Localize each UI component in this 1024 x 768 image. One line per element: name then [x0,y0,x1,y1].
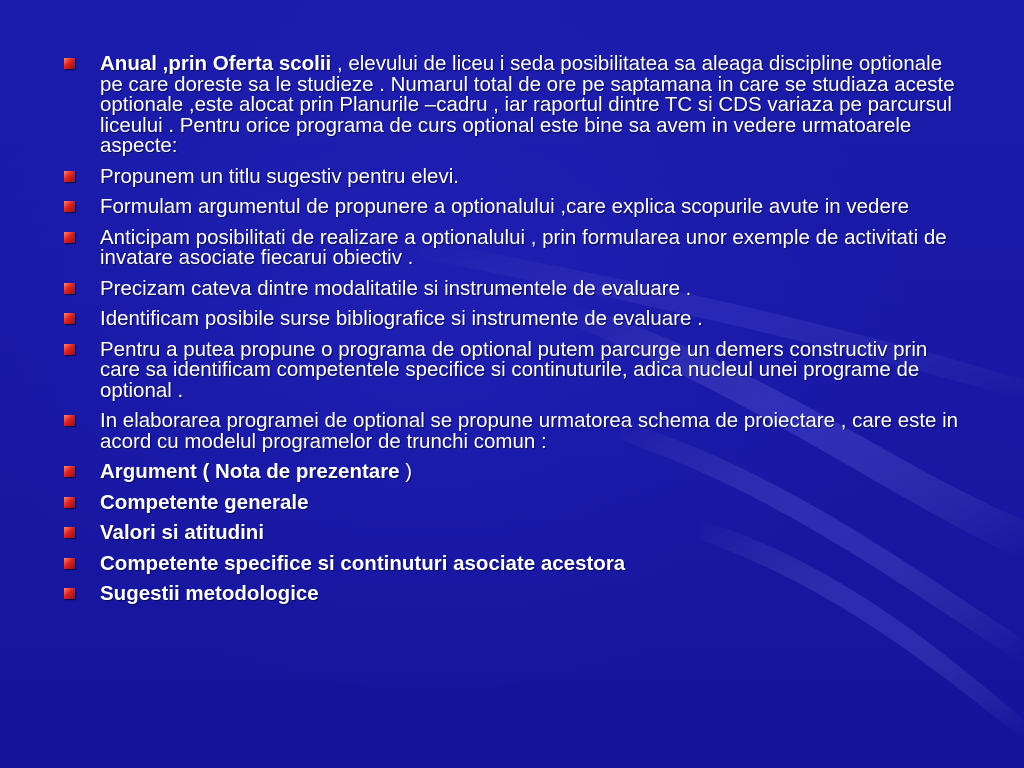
red-square-bullet-icon [64,171,75,182]
bullet-text: Identificam posibile surse bibliografice si instrumente de evaluare . [100,307,703,330]
bullet-bold-text: Argument ( Nota de prezentare [100,460,406,483]
bullet-text: Formulam argumentul de propunere a optionalului ,care explica scopurile avute in vedere [100,195,910,218]
bullet-text: Propunem un titlu sugestiv pentru elevi. [100,164,459,188]
bullet-item-2 [62,164,962,188]
bullet-item-7 [62,337,962,402]
bullet-text: , elevului de liceu i seda posibilitatea sa aleaga discipline optionale pe care doreste sa le studieze . Numarul total de ore pe saptamana in care se studiaza aceste optionale ,este alocat prin Planurile –cadru , iar raportul dintre TC si CDS variaza pe parcursul liceului . Pentru orice programa de curs optional este bine sa avem in vedere urmatoarele aspecte: [100,52,955,157]
slide-content [62,54,962,615]
bullet-item-9 [62,462,962,483]
red-square-bullet-icon [64,415,75,426]
bullet-item-13 [62,584,962,605]
bullet-item-8 [62,411,962,452]
bullet-bold-text: Competente specifice si continuturi asociate acestora [100,551,626,575]
red-square-bullet-icon [64,58,75,69]
bullet-text: In elaborarea programei de optional se propune urmatorea schema de proiectare , care este in acord cu modelul programelor de trunchi comun : [100,409,959,453]
bullet-item-1 [62,54,962,157]
red-square-bullet-icon [64,232,75,243]
bullet-item-4 [62,225,962,269]
bullet-item-11 [62,523,962,544]
red-square-bullet-icon [64,527,75,538]
red-square-bullet-icon [64,313,75,324]
bullet-bold-text: Valori si atitudini [100,521,265,544]
red-square-bullet-icon [64,558,75,569]
red-square-bullet-icon [64,497,75,508]
red-square-bullet-icon [64,283,75,294]
red-square-bullet-icon [64,466,75,477]
bullet-text: Anticipam posibilitati de realizare a optionalului , prin formularea unor exemple de activitati de invatare asociate fiecarui obiectiv . [100,225,947,269]
bullet-bold-text: Anual ,prin Oferta scolii [100,52,332,75]
bullet-item-12 [62,551,962,575]
red-square-bullet-icon [64,588,75,599]
bullet-bold-text: Sugestii metodologice [100,582,319,605]
bullet-text: Pentru a putea propune o programa de optional putem parcurge un demers constructiv prin care sa identificam competentele specifice si continuturile, adica nucleul unei programe de optional . [100,337,928,402]
bullet-item-5 [62,276,962,300]
bullet-item-10 [62,490,962,514]
bullet-text: Precizam cateva dintre modalitatile si instrumentele de evaluare . [100,276,692,300]
red-square-bullet-icon [64,201,75,212]
bullet-list [62,54,962,605]
red-square-bullet-icon [64,344,75,355]
bullet-item-6 [62,309,962,330]
bullet-item-3 [62,197,962,218]
bullet-text: ) [405,460,413,483]
bullet-bold-text: Competente generale [100,490,309,514]
